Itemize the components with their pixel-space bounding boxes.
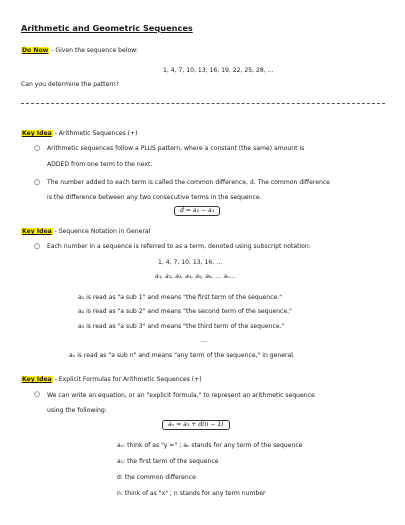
ki3-def-a1: a₁: the first term of the sequence [117, 458, 219, 465]
bullet-icon: ○ [34, 144, 41, 152]
ki2-sequence: 1, 4, 7, 10, 13, 16, … [158, 259, 223, 266]
ki2-ellipsis: … [201, 337, 208, 344]
bullet-icon: ○ [34, 178, 41, 186]
ki1-bullet1-line2: ADDED from one term to the next. [47, 161, 153, 168]
key-idea-3-text: - Explicit Formulas for Arithmetic Sequences (+) [52, 376, 202, 383]
page-title: Arithmetic and Geometric Sequences [21, 23, 193, 33]
key-idea-2-line [21, 229, 150, 235]
ki3-bullet1-line2: using the following: [47, 407, 107, 414]
bullet-icon: ○ [34, 390, 41, 398]
do-now-question: Can you determine the pattern? [21, 81, 119, 88]
common-difference-formula: d = a₂ − a₁ [174, 206, 220, 216]
do-now-label: Do Now [22, 47, 49, 54]
key-idea-1-label: Key Idea [22, 130, 52, 137]
ki1-formula-box [174, 206, 220, 216]
ki3-def-d: d: the common difference [117, 474, 196, 481]
do-now-line [21, 48, 138, 54]
key-idea-2-label: Key Idea [22, 228, 52, 235]
ki2-bullet1: Each number in a sequence is referred to as a term, denoted using subscript notation: [47, 243, 311, 250]
key-idea-3-line [21, 377, 202, 383]
ki3-formula-box [162, 420, 230, 430]
ki2-read-a2: a₂ is read as "a sub 2" and means "the second term of the sequence." [78, 308, 292, 315]
do-now-sequence: 1, 4, 7, 10, 13, 16, 19, 22, 25, 28, … [163, 67, 274, 74]
key-idea-1-line [21, 131, 138, 137]
ki2-term-notation: a₁, a₂, a₃, a₄, a₅, a₆, … aₙ… [155, 273, 236, 280]
key-idea-2-text: - Sequence Notation in General [52, 228, 151, 235]
key-idea-3-label: Key Idea [22, 376, 52, 383]
ki1-bullet1-line1: Arithmetic sequences follow a PLUS pattern, where a constant (the same) amount is [47, 145, 305, 152]
ki3-def-n: n: think of as "x" ; n stands for any term number [117, 490, 266, 497]
ki3-def-an: aₙ: think of as "y =" ; aₙ stands for any term of the sequence [117, 442, 303, 449]
ki2-read-a1: a₁ is read as "a sub 1" and means "the first term of the sequence." [78, 294, 283, 301]
bullet-icon: ○ [34, 242, 41, 250]
ki2-read-a3: a₃ is read as "a sub 3" and means "the third term of the sequence." [78, 323, 285, 330]
ki3-bullet1-line1: We can write an equation, or an "explicit formula," to represent an arithmetic sequence [47, 392, 315, 399]
explicit-formula: aₙ = a₁ + d(n − 1) [162, 420, 230, 430]
ki1-bullet2-line1: The number added to each term is called the common difference, d. The common difference [47, 179, 330, 186]
ki1-bullet2-line2: is the difference between any two consecutive terms in the sequence. [47, 194, 262, 201]
section-divider [21, 103, 385, 104]
key-idea-1-text: - Arithmetic Sequences (+) [52, 130, 138, 137]
do-now-text: - Given the sequence below: [49, 47, 138, 54]
ki2-read-an: aₙ is read as "a sub n" and means "any term of the sequence," in general. [69, 352, 295, 359]
